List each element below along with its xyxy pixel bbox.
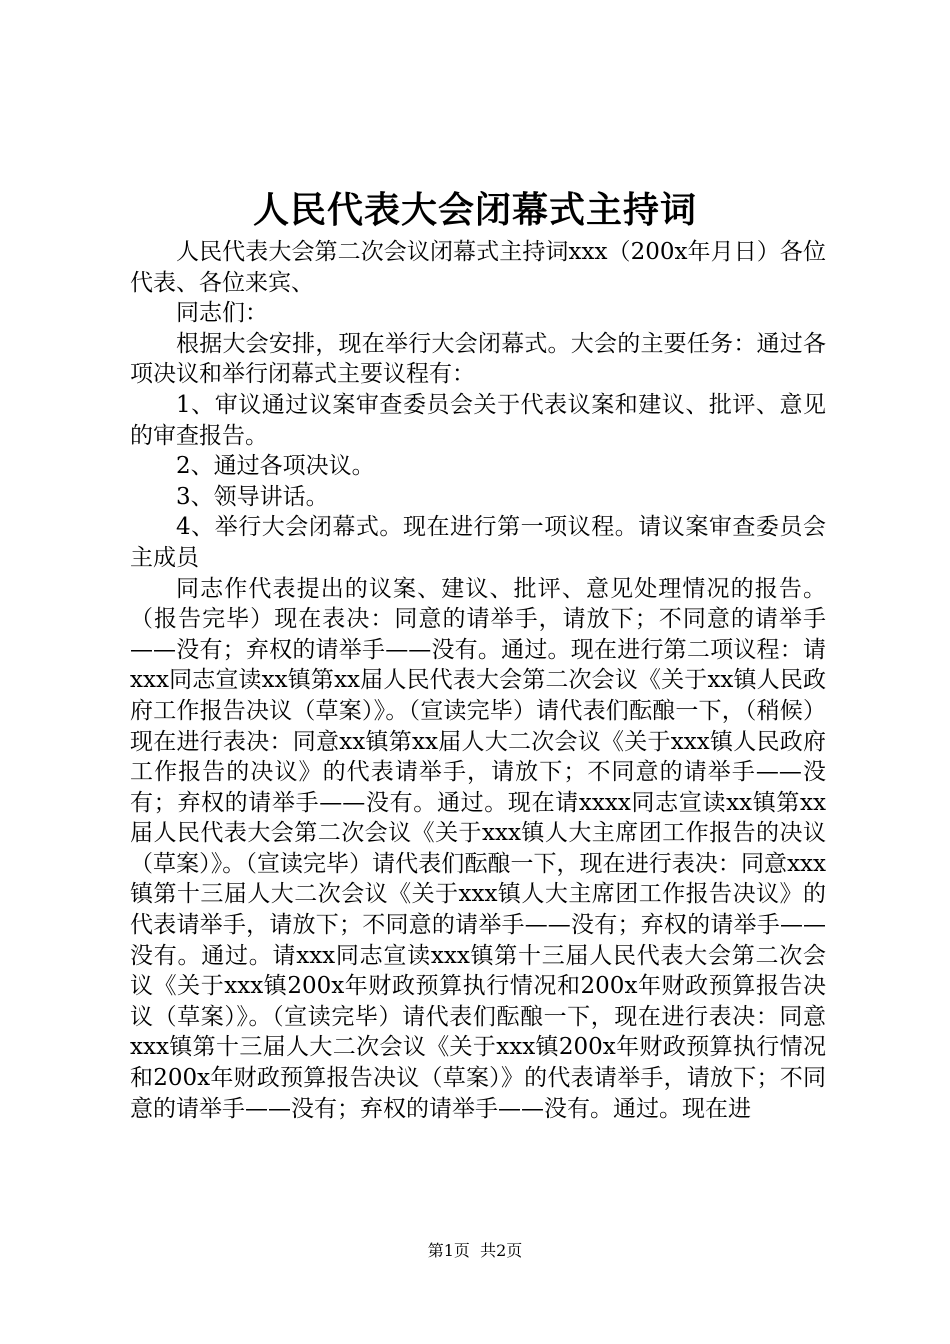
paragraph-agenda-item-1: 1、审议通过议案审查委员会关于代表议案和建议、批评、意见的审查报告。 (130, 391, 826, 449)
paragraph-agenda-item-4: 4、举行大会闭幕式。现在进行第一项议程。请议案审查委员会主成员 (130, 514, 826, 571)
paragraph-intro: 人民代表大会第二次会议闭幕式主持词xxx（200x年月日）各位代表、各位来宾、 (130, 239, 826, 296)
page-footer (0, 1238, 950, 1264)
paragraph-agenda-intro: 根据大会安排，现在举行大会闭幕式。大会的主要任务：通过各项决议和举行闭幕式主要议程有： (130, 330, 826, 388)
paragraph-greeting: 同志们： (176, 300, 268, 327)
paragraph-agenda-item-3: 3、领导讲话。 (176, 483, 329, 510)
document-title: 人民代表大会闭幕式主持词 (252, 189, 697, 231)
paragraph-agenda-item-2: 2、通过各项决议。 (176, 453, 375, 480)
paragraph-proceedings: 同志作代表提出的议案、建议、批评、意见处理情况的报告。（报告完毕）现在表决：同意的请举手，请放下；不同意的请举手——没有；弃权的请举手——没有。通过。现在进行第二项议程：请xxx同志宣读xx镇第xx届人民代表大会第二次会议《关于xx镇人民政府工作报告决议（草案）》。（宣读完毕）请代表们酝酿一下，（稍候）现在进行表决：同意xx镇第xx届人大二次会议《关于xxx镇人民政府工作报告的决议》的代表请举手，请放下；不同意的请举手——没有；弃权的请举手——没有。通过。现在请xxxx同志宣读xx镇第xx届人民代表大会第二次会议《关于xxx镇人大主席团工作报告的决议（草案）》。（宣读完毕）请代表们酝酿一下，现在进行表决：同意xxx镇第十三届人大二次会议《关于xxx镇人大主席团工作报告决议》的代表请举手，请放下；不同意的请举手——没有；弃权的请举手——没有。通过。请xxx同志宣读xxx镇第十三届人民代表大会第二次会议《关于xxx镇200x年财政预算执行情况和200x年财政预算报告决议（草案）》。（宣读完毕）请代表们酝酿一下，现在进行表决：同意xxx镇第十三届人大二次会议《关于xxx镇200x年财政预算执行情况和200x年财政预算报告决议（草案）》的代表请举手，请放下；不同意的请举手——没有；弃权的请举手——没有。通过。现在进 (130, 575, 826, 1122)
document-body (130, 237, 826, 1124)
page-number: 第1页 共2页 (427, 1241, 523, 1260)
